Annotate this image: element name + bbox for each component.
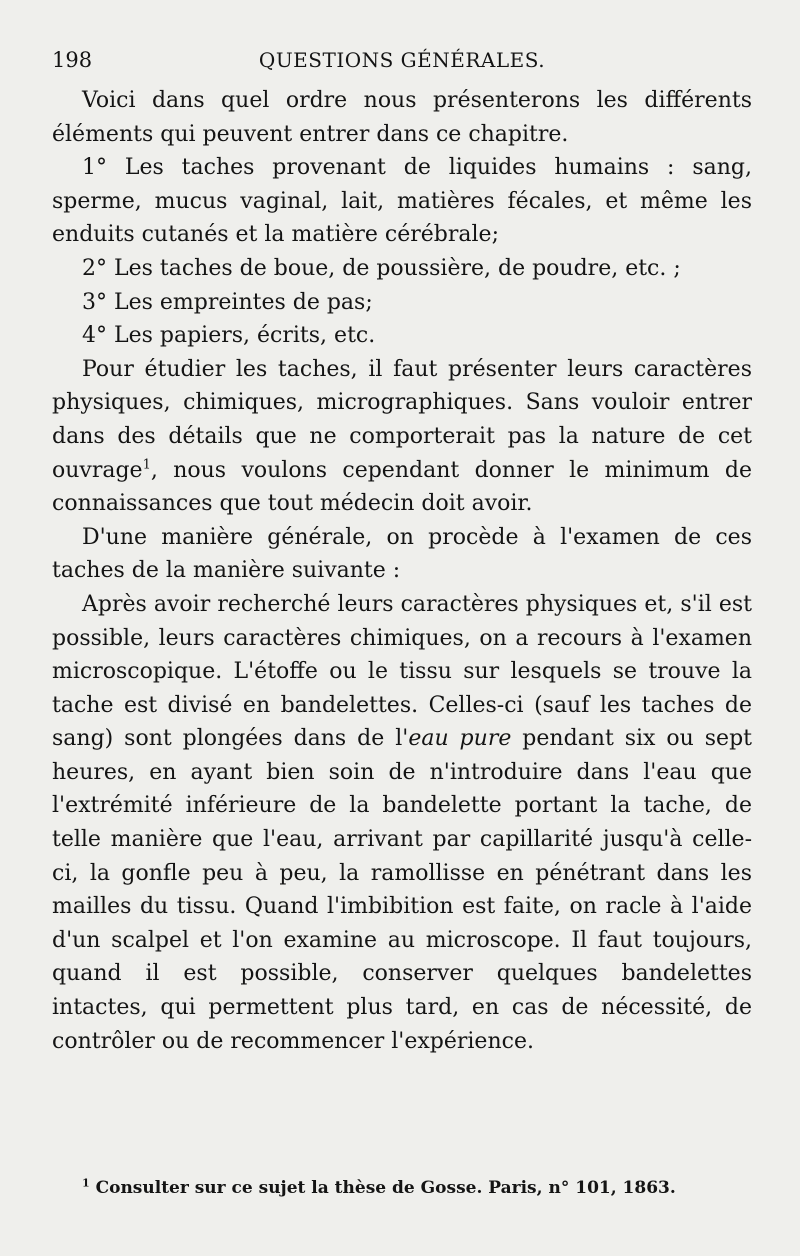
footnote xyxy=(52,1176,752,1200)
running-head: QUESTIONS GÉNÉRALES. xyxy=(258,48,546,72)
page-number: 198 xyxy=(52,48,93,72)
page-body xyxy=(52,84,752,1058)
paragraph-study-text-b: , nous voulons cependant donner le minimum de connaissances que tout médecin doit avoir. xyxy=(52,457,752,517)
paragraph-procedure xyxy=(52,588,752,1058)
paragraph-method: D'une manière générale, on procède à l'examen de ces taches de la manière suivante : xyxy=(52,524,752,584)
paragraph-procedure-text-a: Après avoir recherché leurs caractères physiques et, s'il est possible, leurs caractères chimiques, on a recours à l'examen microscopique. L'étoffe ou le tissu sur lesquels se trouve la tache est divisé en bandelettes. Celles-ci (sauf les taches de sang) sont plongées dans de l' xyxy=(52,591,752,752)
list-item-2: 2° Les taches de boue, de poussière, de poudre, etc. ; xyxy=(82,255,681,281)
paragraph-intro: Voici dans quel ordre nous présenterons les différents éléments qui peuvent entrer dans ce chapitre. xyxy=(52,88,752,147)
footnote-reference: 1 xyxy=(142,457,151,473)
paragraph-study-text-a: Pour étudier les taches, il faut présenter leurs caractères physiques, chimiques, micrographiques. Sans vouloir entrer dans des détails que ne comporterait pas la nature de cet ouvrage xyxy=(52,356,752,483)
footnote-marker: 1 xyxy=(82,1176,90,1190)
footnote-text: Consulter sur ce sujet la thèse de Gosse. Paris, n° 101, 1863. xyxy=(89,1178,676,1198)
italic-eau-pure: eau pure xyxy=(408,726,512,752)
list-item-3: 3° Les empreintes de pas; xyxy=(82,289,373,315)
list-item-1: 1° Les taches provenant de liquides humains : sang, sperme, mucus vaginal, lait, matières fécales, et même les enduits cutanés et la matière cérébrale; xyxy=(52,155,752,248)
page-header xyxy=(52,40,752,84)
paragraph-study xyxy=(52,353,752,521)
list-item-4: 4° Les papiers, écrits, etc. xyxy=(82,323,376,349)
paragraph-procedure-text-b: pendant six ou sept heures, en ayant bien soin de n'introduire dans l'eau que l'extrémité inférieure de la bandelette portant la tache, de telle manière que l'eau, arrivant par capillarité jusqu'à celle-ci, la gonfle peu à peu, la ramollisse en pénétrant dans les mailles du tissu. Quand l'imbibition est faite, on racle à l'aide d'un scalpel et l'on examine au microscope. Il faut toujours, quand il est possible, conserver quelques bandelettes intactes, qui permettent plus tard, en cas de nécessité, de contrôler ou de recommencer l'expérience. xyxy=(52,726,752,1054)
